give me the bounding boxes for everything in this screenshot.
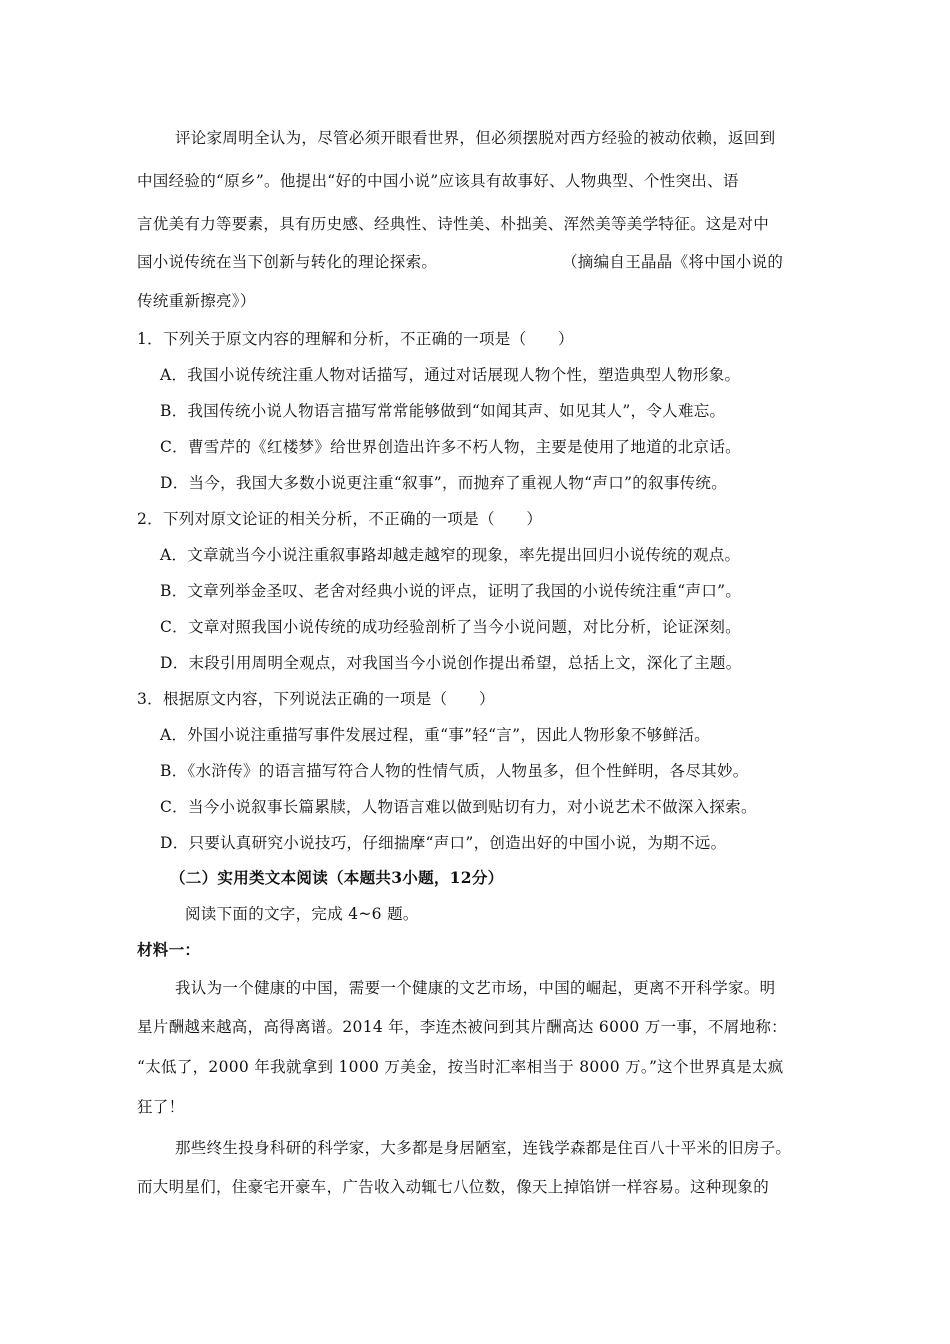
question-2-option-b: B．文章列举金圣叹、老舍对经典小说的评点，证明了我国的小说传统注重“声口”。 [160, 582, 742, 600]
question-3-option-b: B．《水浒传》的语言描写符合人物的性情气质，人物虽多，但个性鲜明，各尽其妙。 [160, 762, 749, 780]
material-1-para-2-line-1: 那些终生投身科研的科学家，大多都是身居陋室，连钱学森都是住百八十平米的旧房子。 [175, 1139, 792, 1157]
passage-line-2: 中国经验的“原乡”。他提出“好的中国小说”应该具有故事好、人物典型、个性突出、语 [137, 172, 739, 190]
passage-source-part2: 传统重新擦亮》） [137, 292, 256, 310]
question-1-option-c: C．曹雪芹的《红楼梦》给世界创造出许多不朽人物，主要是使用了地道的北京话。 [160, 438, 741, 456]
question-2-option-d: D．末段引用周明全观点，对我国当今小说创作提出希望，总括上文，深化了主题。 [160, 654, 742, 672]
question-1-option-b: B．我国传统小说人物语言描写常常能够做到“如闻其声、如见其人”，令人难忘。 [160, 402, 726, 420]
section-2-instruction: 阅读下面的文字，完成 4~6 题。 [185, 905, 419, 923]
question-2-option-a: A．文章就当今小说注重叙事路却越走越窄的现象，率先提出回归小说传统的观点。 [160, 546, 741, 564]
material-1-para-1-line-4: 狂了！ [137, 1098, 185, 1116]
passage-line-4 [137, 252, 437, 272]
question-3-option-a: A．外国小说注重描写事件发展过程，重“事”轻“言”，因此人物形象不够鲜活。 [160, 726, 710, 744]
question-3-option-d: D．只要认真研究小说技巧，仔细揣摩“声口”，创造出好的中国小说，为期不远。 [160, 834, 727, 852]
question-1-stem: 1．下列关于原文内容的理解和分析，不正确的一项是（ ） [137, 330, 574, 348]
question-2-stem: 2．下列对原文论证的相关分析，不正确的一项是（ ） [137, 510, 543, 528]
question-2-option-c: C．文章对照我国小说传统的成功经验剖析了当今小说问题，对比分析，论证深刻。 [160, 618, 741, 636]
passage-line-4-text: 国小说传统在当下创新与转化的理论探索。 [137, 253, 438, 271]
section-2-heading: （二）实用类文本阅读（本题共3小题，12分） [170, 868, 504, 887]
question-1-option-a: A．我国小说传统注重人物对话描写，通过对话展现人物个性，塑造典型人物形象。 [160, 366, 741, 384]
material-1-para-2-line-2: 而大明星们，住豪宅开豪车，广告收入动辄七八位数，像天上掉馅饼一样容易。这种现象的 [137, 1178, 770, 1196]
passage-line-1: 评论家周明全认为，尽管必须开眼看世界，但必须摆脱对西方经验的被动依赖，返回到 [175, 129, 776, 147]
passage-line-3: 言优美有力等要素，具有历史感、经典性、诗性美、朴拙美、浑然美等美学特征。这是对中 [137, 215, 770, 233]
material-1-label: 材料一： [137, 940, 201, 959]
material-1-para-1-line-1: 我认为一个健康的中国，需要一个健康的文艺市场，中国的崛起，更离不开科学家。明 [175, 979, 776, 997]
question-3-option-c: C．当今小说叙事长篇累牍，人物语言难以做到贴切有力，对小说艺术不做深入探索。 [160, 798, 757, 816]
question-1-option-d: D．当今，我国大多数小说更注重“叙事”，而抛弃了重视人物“声口”的叙事传统。 [160, 474, 728, 492]
material-1-para-1-line-2: 星片酬越来越高，高得离谱。2014 年，李连杰被问到其片酬高达 6000 万一事，不屑地称： [137, 1018, 787, 1036]
passage-source-part1: （摘编自王晶晶《将中国小说的 [562, 253, 784, 271]
material-1-para-1-line-3: “太低了，2000 年我就拿到 1000 万美金，按当时汇率相当于 8000 万。”这个世界真是太疯 [137, 1058, 784, 1076]
question-3-stem: 3．根据原文内容，下列说法正确的一项是（ ） [137, 690, 495, 708]
